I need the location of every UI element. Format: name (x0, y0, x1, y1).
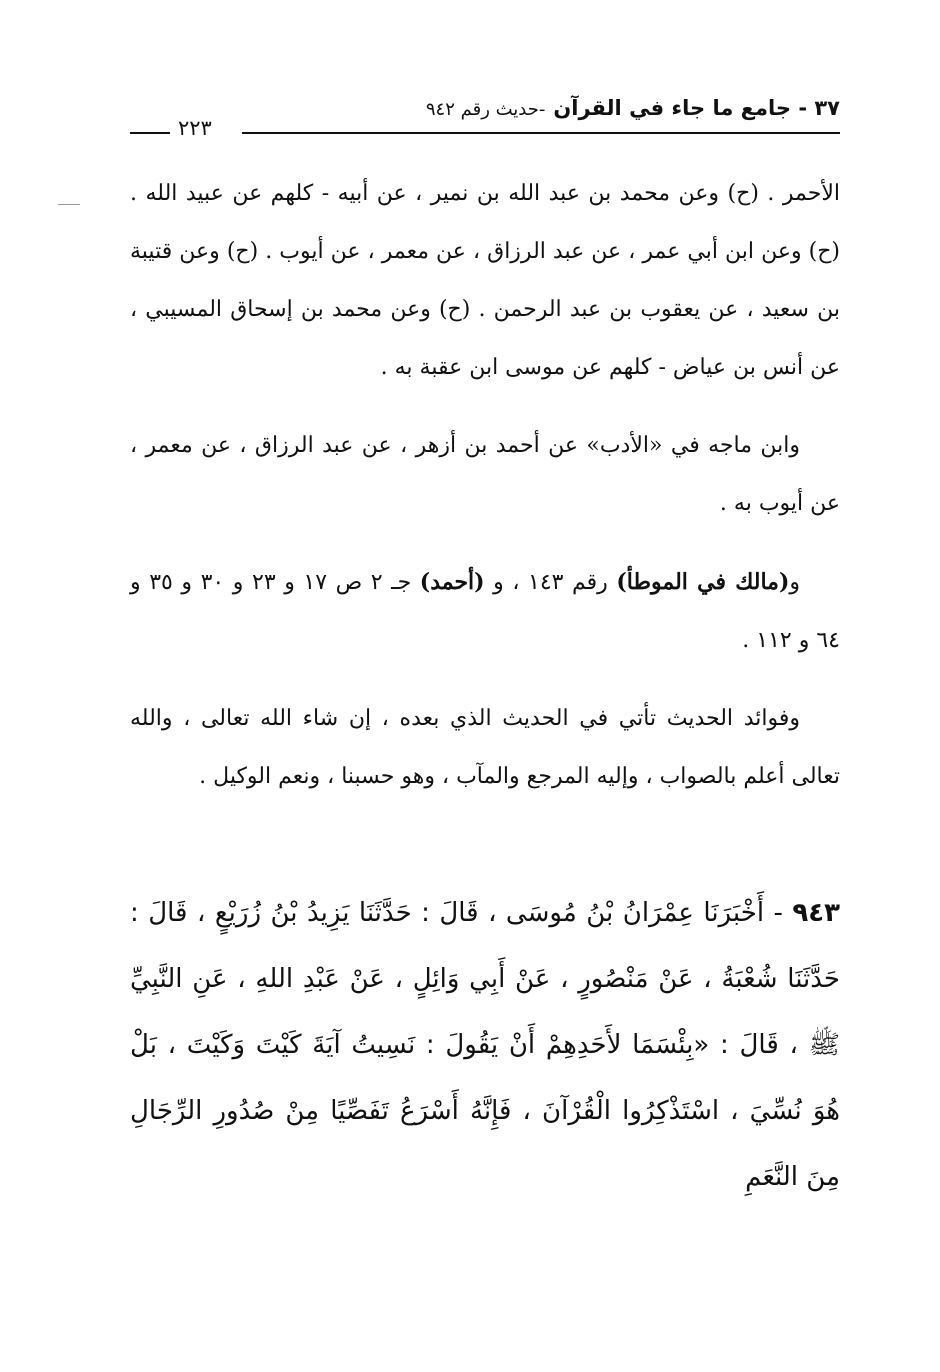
malik-prefix: و (789, 570, 800, 595)
hadith-ref: -حديث رقم ٩٤٢ (425, 99, 546, 120)
hadith-text (130, 880, 840, 1210)
hadith-body: - أَخْبَرَنَا عِمْرَانُ بْنُ مُوسَى ، قَالَ : حَدَّثَنَا يَزِيدُ بْنُ زُرَيْعٍ ، قَالَ : حَدَّثَنَا شُعْبَةُ ، عَنْ مَنْصُورٍ ، عَنْ أَبِي وَائِلٍ ، عَنْ عَبْدِ اللهِ ، عَنِ النَّبِيِّ ﷺ ، قَالَ : «بِئْسَمَا لأَحَدِهِمْ أَنْ يَقُولَ : نَسِيتُ آيَةَ كَيْتَ وَكَيْتَ ، بَلْ هُوَ نُسِّيَ ، اسْتَذْكِرُوا الْقُرْآنَ ، فَإِنَّهُ أَسْرَعُ تَفَصِّيًا مِنْ صُدُورِ الرِّجَالِ مِنَ النَّعَمِ (130, 898, 840, 1192)
page-number: ٢٢٣ (178, 116, 212, 140)
commentary-body (130, 165, 840, 826)
header-rule-short (130, 132, 170, 134)
paragraph-malik-ahmad (130, 553, 840, 670)
malik-mid: رقم ١٤٣ ، و (484, 570, 617, 595)
header-rule (242, 132, 840, 134)
paragraph-benefits: وفوائد الحديث تأتي في الحديث الذي بعده ، إن شاء الله تعالى ، والله تعالى أعلم بالصواب ، وإليه المرجع والمآب ، وهو حسبنا ، ونعم الوكيل . (130, 706, 840, 789)
ahmad-ref: (أحمد) (419, 569, 485, 595)
malik-ref: (مالك في الموطأ) (616, 569, 790, 595)
chapter-title (426, 96, 840, 120)
malik-suffix: جـ ٢ ص ١٧ و ٢٣ و ٣٠ و ٣٥ و ٦٤ و ١١٢ . (130, 570, 840, 653)
paragraph-chains: الأحمر . (ح) وعن محمد بن عبد الله بن نمير ، عن أبيه - كلهم عن عبيد الله . (ح) وعن ابن أبي عمر ، عن عبد الرزاق ، عن معمر ، عن أيوب . (ح) وعن قتيبة بن سعيد ، عن يعقوب بن عبد الرحمن . (ح) وعن محمد بن إسحاق المسيبي ، عن أنس بن عياض - كلهم عن موسى ابن عقبة به . (130, 181, 840, 380)
hadith-number: ٩٤٣ (792, 898, 840, 928)
chapter-title-text: ٣٧ - جامع ما جاء في القرآن (553, 96, 840, 120)
margin-mark (58, 204, 80, 205)
paragraph-ibn-majah: وابن ماجه في «الأدب» عن أحمد بن أزهر ، عن عبد الرزاق ، عن معمر ، عن أيوب به . (130, 433, 840, 516)
running-header (130, 96, 840, 140)
